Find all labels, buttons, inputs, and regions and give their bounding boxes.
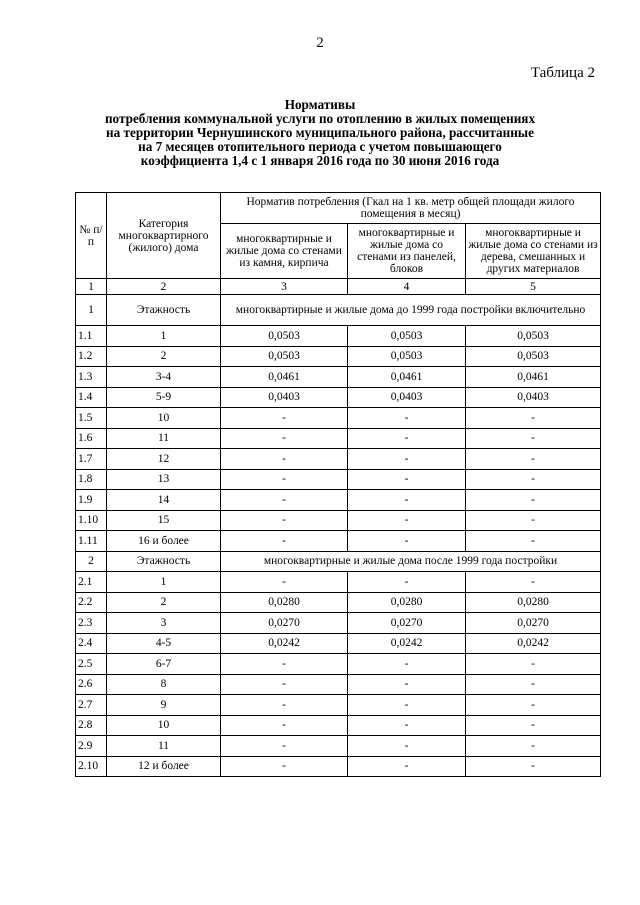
- row-number: 2.3: [76, 613, 107, 634]
- value-stone: -: [221, 531, 348, 552]
- row-number: 1.1: [76, 326, 107, 347]
- header-col-num: № п/п: [76, 193, 107, 279]
- value-panel: -: [348, 756, 466, 777]
- row-category: 11: [107, 736, 221, 757]
- table-row: [76, 756, 601, 777]
- row-number: 2.9: [76, 736, 107, 757]
- value-stone: 0,0503: [221, 326, 348, 347]
- row-category: 6-7: [107, 654, 221, 675]
- value-panel: -: [348, 408, 466, 429]
- row-category: 11: [107, 428, 221, 449]
- section-2-description: многоквартирные и жилые дома после 1999 года постройки: [221, 551, 601, 572]
- document-title: [60, 98, 580, 168]
- section-2-header-row: [76, 551, 601, 572]
- row-number: 2.10: [76, 756, 107, 777]
- value-wood: 0,0403: [466, 387, 601, 408]
- row-category: 4-5: [107, 633, 221, 654]
- title-line-3: на территории Чернушинского муниципального района, рассчитанные: [106, 125, 534, 140]
- column-number-row: [76, 279, 601, 295]
- section-1-header-row: [76, 295, 601, 326]
- table-row: [76, 592, 601, 613]
- value-wood: 0,0503: [466, 326, 601, 347]
- section-2-num: 2: [76, 551, 107, 572]
- title-line-1: Нормативы: [284, 97, 356, 112]
- title-line-5: коэффициента 1,4 с 1 января 2016 года по 30 июня 2016 года: [140, 153, 500, 168]
- value-stone: -: [221, 490, 348, 511]
- value-panel: 0,0280: [348, 592, 466, 613]
- column-number: 1: [76, 279, 107, 295]
- row-number: 2.8: [76, 715, 107, 736]
- row-number: 1.2: [76, 346, 107, 367]
- header-col-panel: многоквартирные и жилые дома со стенами из панелей, блоков: [348, 224, 466, 279]
- value-panel: 0,0403: [348, 387, 466, 408]
- value-panel: -: [348, 654, 466, 675]
- header-col-category: Категория многоквартирного (жилого) дома: [107, 193, 221, 279]
- row-category: 5-9: [107, 387, 221, 408]
- row-category: 3-4: [107, 367, 221, 388]
- value-wood: -: [466, 572, 601, 593]
- value-stone: -: [221, 674, 348, 695]
- row-number: 2.4: [76, 633, 107, 654]
- row-category: 16 и более: [107, 531, 221, 552]
- row-number: 2.1: [76, 572, 107, 593]
- table-row: [76, 572, 601, 593]
- column-number: 2: [107, 279, 221, 295]
- value-stone: -: [221, 428, 348, 449]
- table-label: Таблица 2: [530, 65, 595, 81]
- value-stone: 0,0270: [221, 613, 348, 634]
- header-col-wood: многоквартирные и жилые дома со стенами из дерева, смешанных и других материалов: [466, 224, 601, 279]
- column-number: 3: [221, 279, 348, 295]
- table-row: [76, 654, 601, 675]
- table-row: [76, 408, 601, 429]
- value-wood: -: [466, 469, 601, 490]
- row-number: 2.5: [76, 654, 107, 675]
- row-category: 8: [107, 674, 221, 695]
- value-stone: 0,0242: [221, 633, 348, 654]
- section-1-description: многоквартирные и жилые дома до 1999 года постройки включительно: [221, 295, 601, 326]
- value-wood: -: [466, 490, 601, 511]
- value-panel: -: [348, 469, 466, 490]
- value-wood: -: [466, 715, 601, 736]
- row-category: 12 и более: [107, 756, 221, 777]
- value-panel: -: [348, 449, 466, 470]
- value-wood: 0,0270: [466, 613, 601, 634]
- row-number: 1.7: [76, 449, 107, 470]
- row-category: 15: [107, 510, 221, 531]
- row-number: 1.3: [76, 367, 107, 388]
- row-category: 10: [107, 408, 221, 429]
- table-row: [76, 449, 601, 470]
- table-row: [76, 674, 601, 695]
- value-wood: -: [466, 531, 601, 552]
- value-panel: 0,0270: [348, 613, 466, 634]
- value-stone: -: [221, 449, 348, 470]
- value-wood: 0,0242: [466, 633, 601, 654]
- row-category: 1: [107, 326, 221, 347]
- value-panel: 0,0503: [348, 346, 466, 367]
- header-col-stone: многоквартирные и жилые дома со стенами из камня, кирпича: [221, 224, 348, 279]
- value-wood: -: [466, 674, 601, 695]
- value-stone: 0,0403: [221, 387, 348, 408]
- row-number: 1.11: [76, 531, 107, 552]
- value-wood: -: [466, 654, 601, 675]
- table-row: [76, 736, 601, 757]
- table-row: [76, 613, 601, 634]
- value-stone: -: [221, 695, 348, 716]
- value-stone: 0,0461: [221, 367, 348, 388]
- row-number: 1.4: [76, 387, 107, 408]
- value-panel: 0,0242: [348, 633, 466, 654]
- table-row: [76, 695, 601, 716]
- value-wood: -: [466, 449, 601, 470]
- row-category: 2: [107, 592, 221, 613]
- row-number: 1.6: [76, 428, 107, 449]
- value-panel: -: [348, 490, 466, 511]
- value-wood: -: [466, 756, 601, 777]
- value-wood: 0,0280: [466, 592, 601, 613]
- norms-table: [75, 192, 601, 777]
- row-number: 1.9: [76, 490, 107, 511]
- row-number: 1.5: [76, 408, 107, 429]
- value-stone: 0,0280: [221, 592, 348, 613]
- table-row: [76, 387, 601, 408]
- value-stone: -: [221, 469, 348, 490]
- row-number: 1.10: [76, 510, 107, 531]
- row-number: 1.8: [76, 469, 107, 490]
- table-row: [76, 633, 601, 654]
- value-panel: 0,0461: [348, 367, 466, 388]
- row-category: 12: [107, 449, 221, 470]
- section-1-label: Этажность: [107, 295, 221, 326]
- value-stone: -: [221, 408, 348, 429]
- value-wood: -: [466, 510, 601, 531]
- row-category: 1: [107, 572, 221, 593]
- value-stone: -: [221, 715, 348, 736]
- row-category: 9: [107, 695, 221, 716]
- table-row: [76, 469, 601, 490]
- value-stone: -: [221, 572, 348, 593]
- value-wood: -: [466, 408, 601, 429]
- header-row-1: [76, 193, 601, 224]
- row-number: 2.7: [76, 695, 107, 716]
- value-panel: 0,0503: [348, 326, 466, 347]
- section-1-num: 1: [76, 295, 107, 326]
- row-category: 2: [107, 346, 221, 367]
- title-line-4: на 7 месяцев отопительного периода с учетом повышающего: [138, 139, 502, 154]
- value-panel: -: [348, 572, 466, 593]
- table-row: [76, 715, 601, 736]
- section-2-label: Этажность: [107, 551, 221, 572]
- header-col-norm: Норматив потребления (Гкал на 1 кв. метр общей площади жилого помещения в месяц): [221, 193, 601, 224]
- table-row: [76, 531, 601, 552]
- table-row: [76, 428, 601, 449]
- value-panel: -: [348, 736, 466, 757]
- value-stone: -: [221, 736, 348, 757]
- value-wood: -: [466, 736, 601, 757]
- value-stone: -: [221, 756, 348, 777]
- value-wood: 0,0461: [466, 367, 601, 388]
- value-stone: -: [221, 654, 348, 675]
- value-panel: -: [348, 428, 466, 449]
- title-line-2: потребления коммунальной услуги по отоплению в жилых помещениях: [104, 111, 536, 126]
- value-wood: -: [466, 695, 601, 716]
- table-row: [76, 367, 601, 388]
- table-row: [76, 346, 601, 367]
- value-wood: -: [466, 428, 601, 449]
- row-number: 2.6: [76, 674, 107, 695]
- value-panel: -: [348, 715, 466, 736]
- table-row: [76, 510, 601, 531]
- table-row: [76, 490, 601, 511]
- value-panel: -: [348, 510, 466, 531]
- value-panel: -: [348, 695, 466, 716]
- column-number: 5: [466, 279, 601, 295]
- row-category: 13: [107, 469, 221, 490]
- row-category: 14: [107, 490, 221, 511]
- page-number: 2: [316, 35, 324, 51]
- value-wood: 0,0503: [466, 346, 601, 367]
- row-category: 10: [107, 715, 221, 736]
- row-number: 2.2: [76, 592, 107, 613]
- value-panel: -: [348, 531, 466, 552]
- value-stone: 0,0503: [221, 346, 348, 367]
- column-number: 4: [348, 279, 466, 295]
- value-panel: -: [348, 674, 466, 695]
- value-stone: -: [221, 510, 348, 531]
- table-row: [76, 326, 601, 347]
- row-category: 3: [107, 613, 221, 634]
